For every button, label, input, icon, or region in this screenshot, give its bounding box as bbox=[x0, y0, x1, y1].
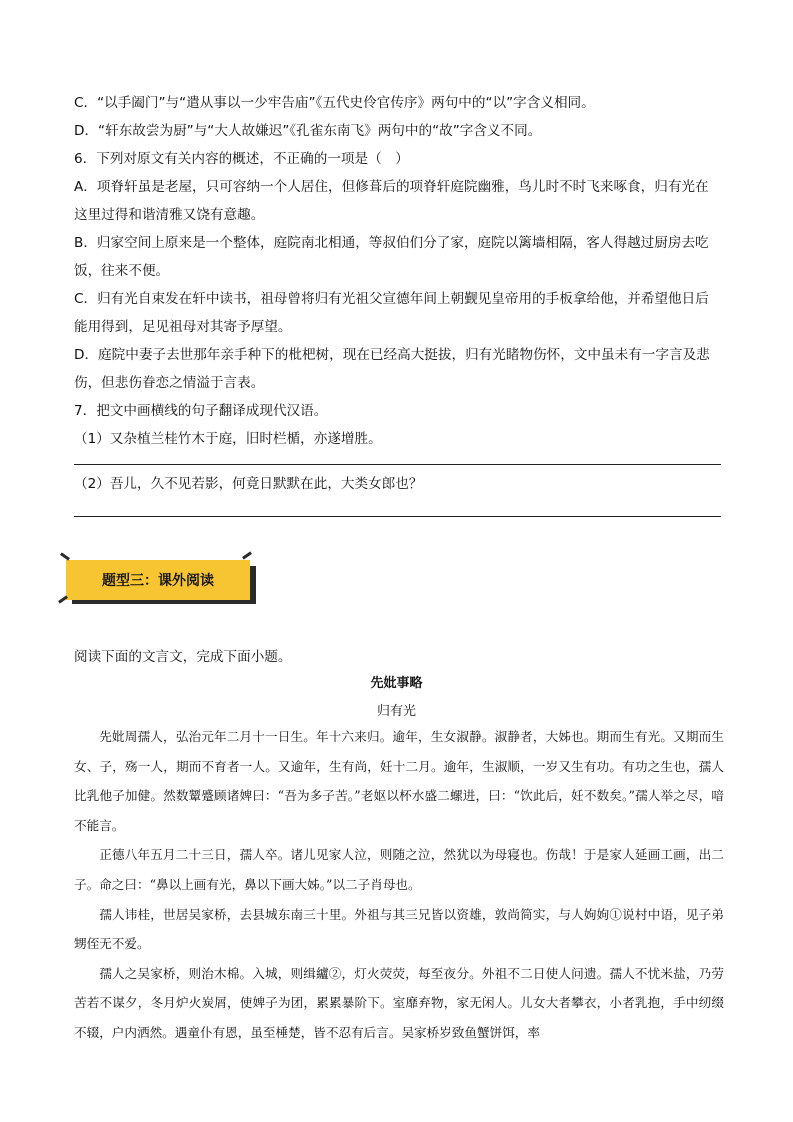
section-title: 题型三：课外阅读 bbox=[66, 560, 250, 600]
answer-line-1 bbox=[74, 464, 721, 465]
essay-paragraph: 正德八年五月二十三日，孺人卒。诸儿见家人泣，则随之泣，然犹以为母寝也。伤哉！于是家人延画工画，出二子。命之曰：“鼻以上画有光，鼻以下画大姊。”以二子肖母也。 bbox=[74, 847, 724, 892]
essay-author: 归有光 bbox=[376, 704, 416, 719]
question-line: 这里过得和谐清雅又饶有意趣。 bbox=[74, 207, 265, 223]
reading-instruction: 阅读下面的文言文，完成下面小题。 bbox=[74, 649, 292, 665]
question-line: 7．把文中画横线的句子翻译成现代汉语。 bbox=[74, 403, 328, 419]
essay-title: 先妣事略 bbox=[370, 676, 423, 691]
question-line: 饭，往来不便。 bbox=[74, 263, 170, 279]
translation-prompt-2: （2）吾儿，久不见若影，何竟日默默在此，大类女郎也？ bbox=[74, 476, 423, 492]
banner-tick bbox=[60, 552, 70, 560]
question-line: C．归有光自束发在轩中读书，祖母曾将归有光祖父宣德年间上朝觐见皇帝用的手板拿给他，并希望他日后 bbox=[74, 291, 709, 307]
question-line: 能用得到，足见祖母对其寄予厚望。 bbox=[74, 319, 292, 335]
essay-paragraph: 孺人讳桂，世居吴家桥，去县城东南三十里。外祖与其三兄皆以资雄，敦尚简实，与人姁姁①说村中语，见子弟甥侄无不爱。 bbox=[74, 906, 724, 952]
question-line: D．庭院中妻子去世那年亲手种下的枇杷树，现在已经高大挺拔，归有光睹物伤怀，文中虽未有一字言及悲 bbox=[74, 347, 710, 363]
question-line: （1）又杂植兰桂竹木于庭，旧时栏楯，亦遂增胜。 bbox=[74, 431, 382, 447]
banner-tick bbox=[242, 551, 252, 559]
essay-body bbox=[74, 722, 724, 1048]
question-line: 6．下列对原文有关内容的概述，不正确的一项是（ ） bbox=[74, 151, 409, 167]
question-line: 伤，但悲伤眷恋之情溢于言表。 bbox=[74, 375, 265, 391]
section-banner bbox=[66, 560, 256, 606]
question-line: A．项脊轩虽是老屋，只可容纳一个人居住，但修葺后的项脊轩庭院幽雅，鸟儿时不时飞来啄食，归有光在 bbox=[74, 179, 709, 195]
question-line: D．“轩东故尝为厨”与“大人故嫌迟”《孔雀东南飞》两句中的“故”字含义不同。 bbox=[74, 123, 542, 139]
question-line: C．“以手阖门”与“遣从事以一少牢告庙”《五代史伶官传序》两句中的“以”字含义相同。 bbox=[74, 95, 595, 111]
essay-paragraph: 孺人之吴家桥，则治木棉。入城，则缉纑②，灯火荧荧，每至夜分。外祖不二日使人问遗。孺人不忧米盐，乃劳苦若不谋夕，冬月炉火炭屑，使婢子为团，累累暴阶下。室靡弃物，家无闲人。儿女大者攀衣，小者乳抱，手中纫缀不辍，户内洒然。遇童仆有恩，虽至棰楚，皆不忍有后言。吴家桥岁致鱼蟹饼饵，率 bbox=[74, 965, 724, 1040]
essay-paragraph: 先妣周孺人，弘治元年二月十一日生。年十六来归。逾年，生女淑静。淑静者，大姊也。期而生有光。又期而生女、子，殇一人，期而不育者一人。又逾年，生有尚，妊十二月。逾年，生淑顺，一岁又生有功。有功之生也，孺人比乳他子加健。然数颦蹙顾诸婢曰：“吾为多子苦。”老妪以杯水盛二螺进，曰：“饮此后，妊不数矣。”孺人举之尽，喑不能言。 bbox=[74, 729, 724, 833]
questions-block bbox=[74, 89, 724, 453]
answer-line-2 bbox=[74, 516, 721, 517]
question-line: B．归家空间上原来是一个整体，庭院南北相通，等叔伯们分了家，庭院以篱墙相隔，客人得越过厨房去吃 bbox=[74, 235, 709, 251]
